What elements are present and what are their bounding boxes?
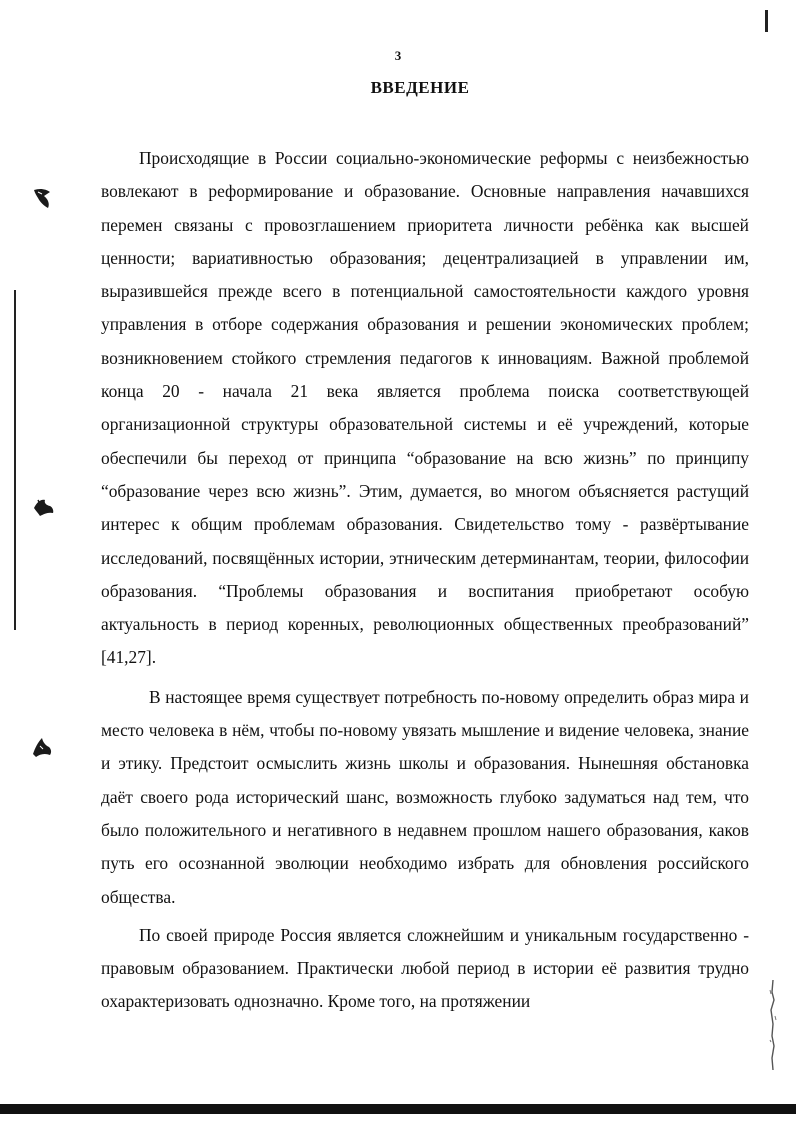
section-heading: ВВЕДЕНИЕ (370, 78, 470, 97)
scan-margin-line (14, 290, 16, 630)
paragraph: Происходящие в России социально-экономические реформы с неизбежностью вовлекают в реформирование и образование. Основные направления начавшихся перемен связаны с провозглашением приоритета личности ребёнка как высшей ценности; вариативностью образования; децентрализацией в управлении им, выразившейся прежде всего в потенциальной самостоятельности каждого уровня управления в отборе содержания образования и решении экономических проблем; возникновением стойкого стремления педагогов к инновациям. Важной проблемой конца 20 - начала 21 века является проблема поиска соответствующей организационной структуры образовательной системы и её учреждений, которые обеспечили бы переход от принципа “образование на всю жизнь” по принципу “образование через всю жизнь”. Этим, думается, во многом объясняется растущий интерес к общим проблемам образования. Свидетельство тому - развёртывание исследований, посвящённых истории, этническим детерминантам, теории, философии образования. “Проблемы образования и воспитания приобретают особую актуальность в период коренных, революционных общественных преобразований” [41,27]. (101, 148, 749, 668)
paragraph: По своей природе Россия является сложнейшим и уникальным государственно - правовым образованием. Практически любой период в истории её развития трудно охарактеризовать однозначно. Кроме того, на протяжении (101, 924, 749, 1012)
binding-hole-mark-icon (32, 494, 56, 520)
page-number: 3 (394, 48, 402, 63)
scan-edge-mark (765, 10, 768, 32)
paragraph: В настоящее время существует потребность по-новому определить образ мира и место человека в нём, чтобы по-новому увязать мышление и видение человека, знание и этику. Предстоит осмыслить жизнь школы и образования. Нынешняя обстановка даёт своего рода исторический шанс, возможность глубоко задуматься над тем, что было положительного и негативного в недавнем прошлом нашего образования, каков путь его осознанной эволюции необходимо избрать для обновления российского общества. (101, 686, 749, 907)
scan-bottom-border (0, 1104, 796, 1114)
scan-edge-noise (769, 980, 777, 1070)
binding-hole-mark-icon (30, 734, 54, 760)
document-body (101, 142, 749, 1019)
binding-hole-mark-icon (30, 186, 54, 212)
